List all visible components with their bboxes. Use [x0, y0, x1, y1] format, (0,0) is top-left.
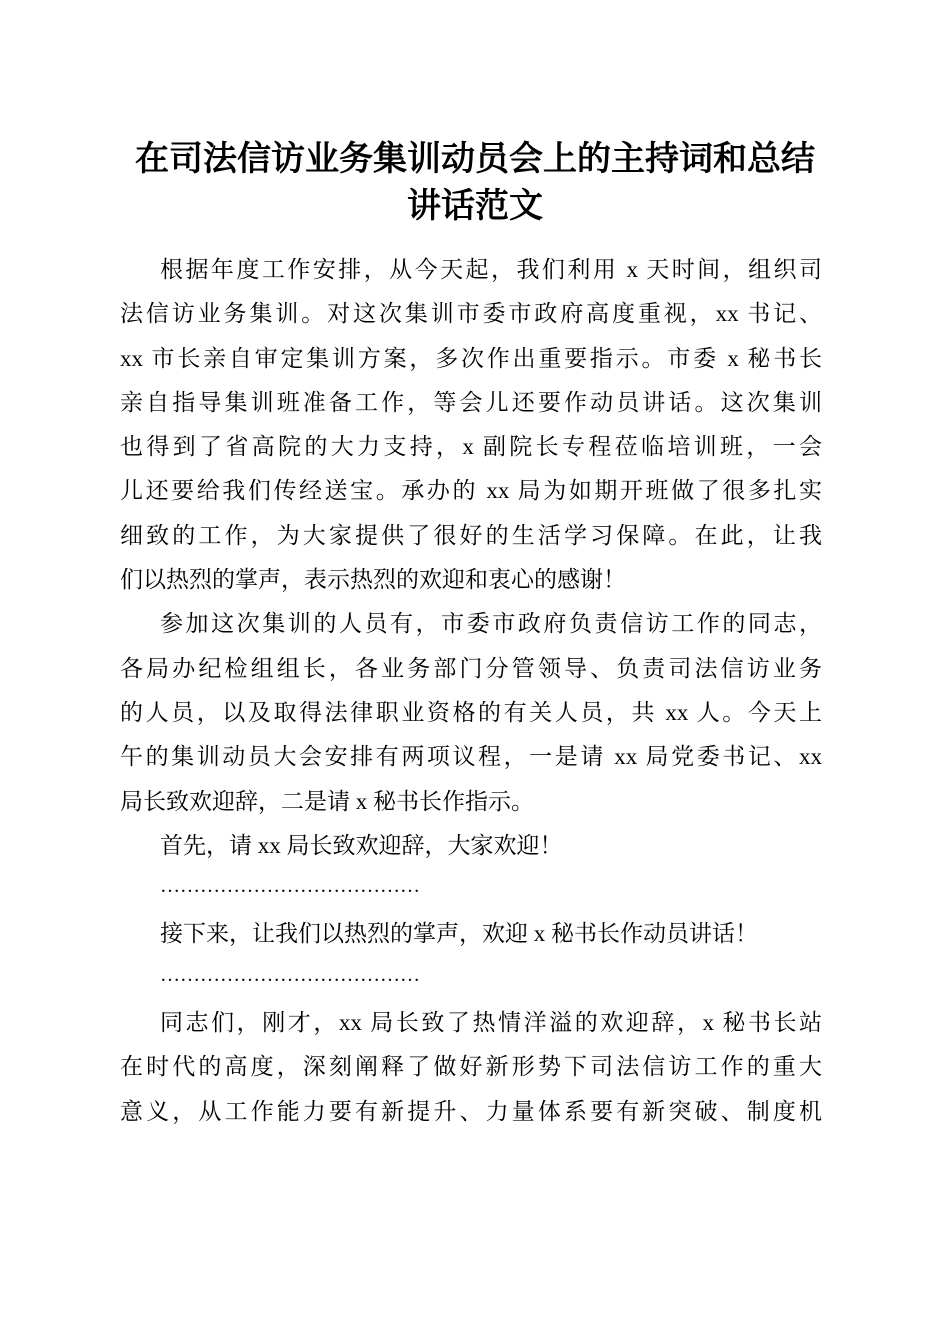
- ellipsis-separator: …………………………………: [160, 875, 420, 898]
- text-line: 参加这次集训的人员有，市委市政府负责信访工作的同志，: [160, 611, 822, 637]
- text-line: 午的集训动员大会安排有两项议程，一是请 xx 局党委书记、xx: [120, 744, 822, 770]
- ellipsis-separator: …………………………………: [160, 963, 420, 986]
- text-line: 在时代的高度，深刻阐释了做好新形势下司法信访工作的重大: [120, 1054, 822, 1080]
- text-line: 根据年度工作安排，从今天起，我们利用 x 天时间，组织司: [160, 257, 822, 282]
- text-line: 亲自指导集训班准备工作，等会儿还要作动员讲话。这次集训: [120, 389, 822, 415]
- text-line: 意义，从工作能力要有新提升、力量体系要有新突破、制度机: [120, 1098, 822, 1124]
- text-line: 儿还要给我们传经送宝。承办的 xx 局为如期开班做了很多扎实: [120, 478, 822, 504]
- text-line: 法信访业务集训。对这次集训市委市政府高度重视，xx 书记、: [120, 301, 822, 327]
- text-line: 也得到了省高院的大力支持，x 副院长专程莅临培训班，一会: [120, 434, 822, 460]
- text-line: 接下来，让我们以热烈的掌声，欢迎 x 秘书长作动员讲话！: [160, 921, 758, 947]
- text-line: 同志们，刚才，xx 局长致了热情洋溢的欢迎辞，x 秘书长站: [160, 1010, 822, 1036]
- document-title-line-2: 讲话范文: [407, 188, 543, 225]
- text-line: 细致的工作，为大家提供了很好的生活学习保障。在此，让我: [120, 522, 822, 548]
- text-line: 的人员，以及取得法律职业资格的有关人员，共 xx 人。今天上: [120, 699, 823, 725]
- text-line: 首先，请 xx 局长致欢迎辞，大家欢迎！: [160, 832, 563, 858]
- text-line: xx 市长亲自审定集训方案，多次作出重要指示。市委 x 秘书长: [120, 345, 822, 371]
- document-title-line-1: 在司法信访业务集训动员会上的主持词和总结: [135, 141, 815, 178]
- text-line: 们以热烈的掌声，表示热烈的欢迎和衷心的感谢！: [120, 567, 626, 593]
- text-line: 局长致欢迎辞，二是请 x 秘书长作指示。: [120, 788, 534, 814]
- document-body: [120, 248, 822, 1134]
- text-line: 各局办纪检组组长，各业务部门分管领导、负责司法信访业务: [120, 655, 822, 681]
